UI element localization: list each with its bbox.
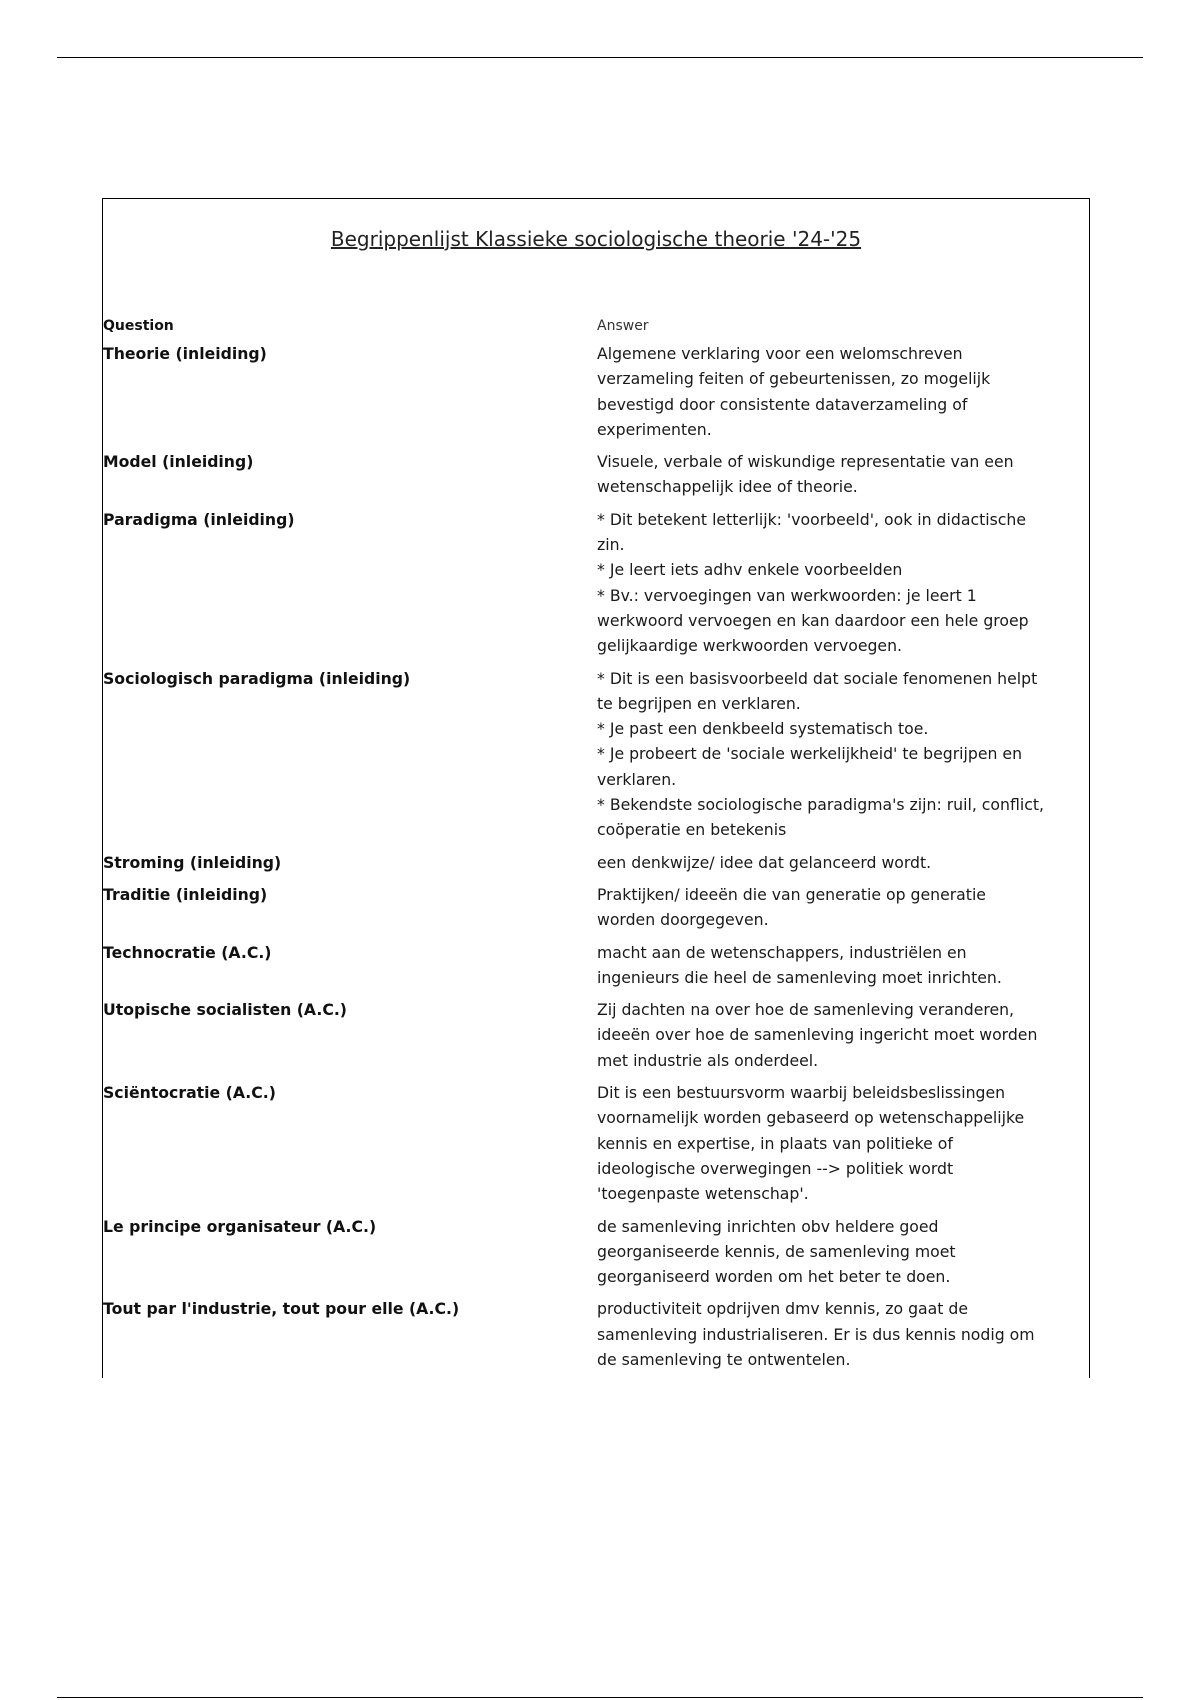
definition: Praktijken/ ideeën die van generatie op generatie worden doorgegeven.: [597, 884, 986, 930]
term: Le principe organisateur (A.C.): [103, 1216, 377, 1236]
glossary-row: [103, 666, 1089, 843]
definition: de samenleving inrichten obv heldere goed georganiseerde kennis, de samenleving moet georganiseerd worden om het beter te doen.: [597, 1216, 956, 1287]
top-rule: [57, 57, 1143, 58]
glossary-row: [103, 997, 1089, 1073]
term: Sociologisch paradigma (inleiding): [103, 668, 411, 688]
term: Paradigma (inleiding): [103, 509, 295, 529]
glossary-row: [103, 1296, 1089, 1372]
glossary-row: [103, 882, 1089, 933]
definition: * Dit betekent letterlijk: 'voorbeeld', ook in didactische zin. * Je leert iets adhv enkele voorbeelden * Bv.: vervoegingen van werkwoorden: je leert 1 werkwoord vervoegen en kan daardoor een hele groep gelijkaardige werkwoorden vervoegen.: [597, 509, 1029, 656]
glossary-row: [103, 507, 1089, 659]
definition: Visuele, verbale of wiskundige representatie van een wetenschappelijk idee of theorie.: [597, 452, 1014, 497]
definition: * Dit is een basisvoorbeeld dat sociale fenomenen helpt te begrijpen en verklaren. * Je past een denkbeeld systematisch toe. * Je probeert de 'sociale werkelijkheid' te begrijpen en verklaren. * Bekendste sociologische paradigma's zijn: ruil, conflict, coöperatie en betekenis: [597, 668, 1044, 840]
term: Model (inleiding): [103, 452, 254, 472]
term: Stroming (inleiding): [103, 852, 282, 872]
glossary-list: [103, 341, 1089, 1379]
term: Utopische socialisten (A.C.): [103, 1000, 347, 1020]
glossary-row: [103, 1080, 1089, 1206]
glossary-row: [103, 1214, 1089, 1290]
question-header: Question: [103, 318, 174, 334]
bottom-rule: [57, 1697, 1143, 1698]
glossary-row: [103, 940, 1089, 991]
term: Tout par l'industrie, tout pour elle (A.C.): [103, 1299, 460, 1319]
glossary-sheet: [102, 198, 1090, 1378]
term: Traditie (inleiding): [103, 884, 268, 904]
glossary-row: [103, 341, 1089, 442]
definition: productiviteit opdrijven dmv kennis, zo gaat de samenleving industrialiseren. Er is dus kennis nodig om de samenleving te ontwentelen.: [597, 1299, 1035, 1369]
term: Sciëntocratie (A.C.): [103, 1083, 276, 1103]
definition: Zij dachten na over hoe de samenleving veranderen, ideeën over hoe de samenleving ingericht moet worden met industrie als onderdeel.: [597, 1000, 1038, 1070]
definition: Algemene verklaring voor een welomschreven verzameling feiten of gebeurtenissen, zo mogelijk bevestigd door consistente dataverzameling of experimenten.: [597, 344, 991, 439]
definition: Dit is een bestuursvorm waarbij beleidsbeslissingen voornamelijk worden gebaseerd op wetenschappelijke kennis en expertise, in plaats van politieke of ideologische overwegingen --> politiek wordt 'toegenpaste wetenschap'.: [597, 1083, 1025, 1204]
answer-header: Answer: [597, 318, 649, 334]
glossary-row: [103, 449, 1089, 500]
term: Technocratie (A.C.): [103, 942, 272, 962]
term: Theorie (inleiding): [103, 344, 267, 363]
document-title: Begrippenlijst Klassieke sociologische theorie '24-'25: [330, 227, 862, 251]
definition: een denkwijze/ idee dat gelanceerd wordt.: [597, 852, 932, 872]
glossary-row: [103, 850, 1089, 875]
definition: macht aan de wetenschappers, industriëlen en ingenieurs die heel de samenleving moet inrichten.: [597, 942, 1002, 987]
